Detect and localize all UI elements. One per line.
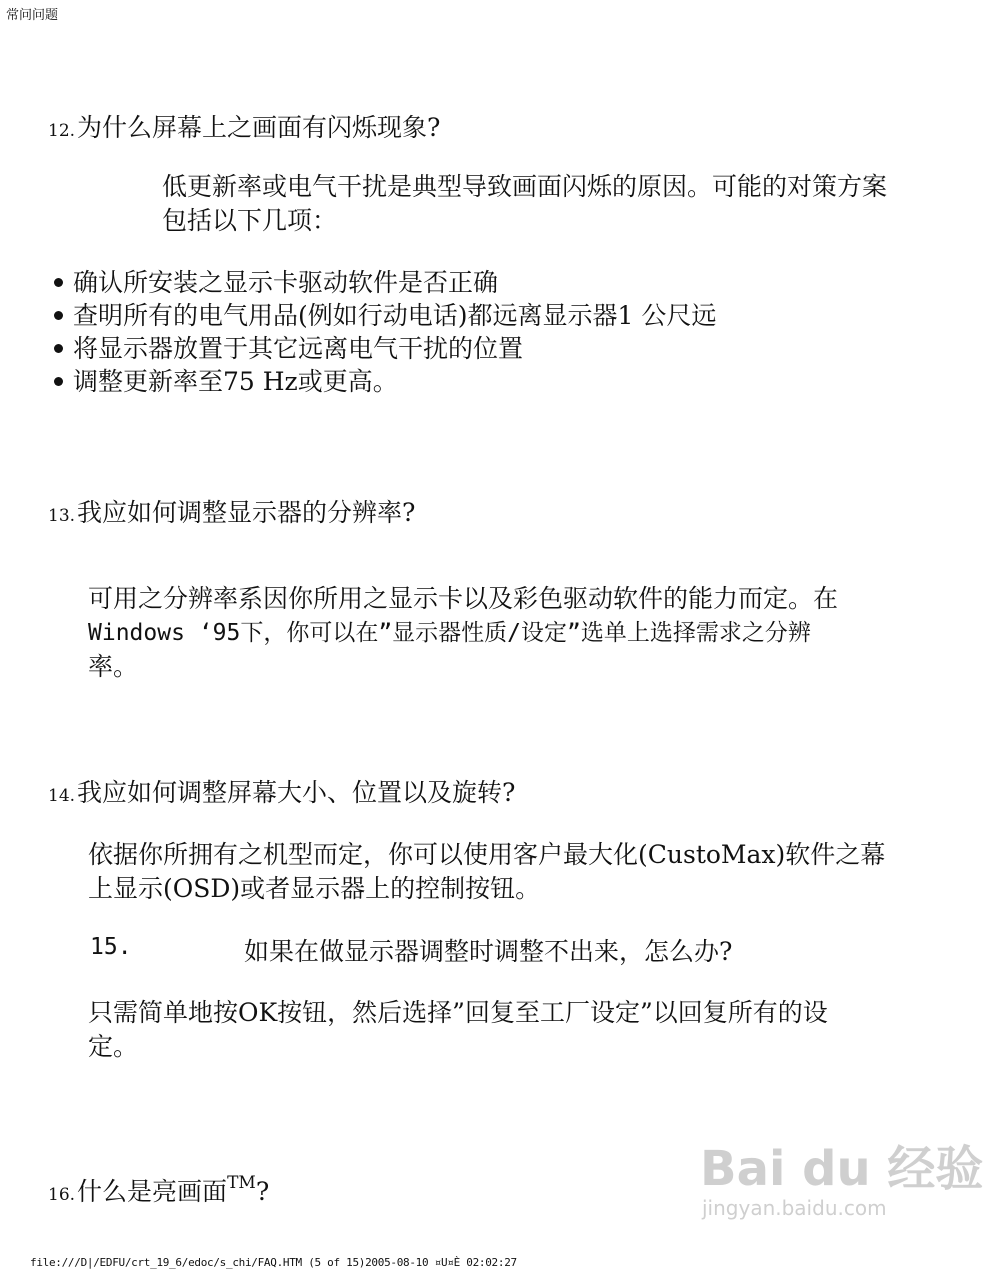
- question-number: 12.: [48, 121, 76, 141]
- bullet-icon: [54, 377, 63, 386]
- bullet-icon: [54, 278, 63, 287]
- answer-line: 可用之分辨率系因你所用之显示卡以及彩色驱动软件的能力而定。在: [88, 584, 839, 613]
- answer-line: 率。: [88, 652, 139, 681]
- bullet-list-12: [54, 266, 716, 398]
- answer-line: 低更新率或电气干扰是典型导致画面闪烁的原因。可能的对策方案: [162, 172, 888, 201]
- answer-line: 只需简单地按OK按钮，然后选择”回复至工厂设定”以回复所有的设: [88, 998, 828, 1027]
- watermark-brand: Bai du 经验: [700, 1141, 984, 1197]
- question-13: [48, 493, 415, 529]
- trademark-mark: TM: [227, 1173, 256, 1193]
- question-14: [48, 773, 515, 809]
- baidu-watermark: [700, 1130, 984, 1220]
- page-header: 常问问题: [6, 8, 59, 23]
- answer-line: 包括以下几项：: [162, 206, 338, 235]
- page-footer: file:///D|/EDFU/crt_19_6/edoc/s_chi/FAQ.HTM (5 of 15)2005-08-10 ¤U¤È 02:02:27: [30, 1256, 517, 1269]
- question-number: 14.: [48, 786, 76, 806]
- answer-line: 定。: [88, 1032, 139, 1061]
- question-text: 为什么屏幕上之画面有闪烁现象?: [77, 113, 441, 142]
- bullet-icon: [54, 344, 63, 353]
- list-item: 确认所安装之显示卡驱动软件是否正确: [54, 266, 716, 299]
- list-item: 调整更新率至75 Hz或更高。: [54, 365, 716, 398]
- question-mark: ?: [255, 1177, 270, 1206]
- answer-14: [88, 838, 968, 906]
- question-15-number: 15.: [90, 934, 132, 960]
- question-number: 16.: [48, 1185, 76, 1205]
- question-12: [48, 108, 440, 144]
- question-number: 13.: [48, 506, 76, 526]
- question-text: 我应如何调整显示器的分辨率?: [77, 498, 416, 527]
- bullet-icon: [54, 311, 63, 320]
- question-16: [48, 1172, 269, 1208]
- question-15: 如果在做显示器调整时调整不出来，怎么办?: [244, 937, 733, 966]
- answer-line: 依据你所拥有之机型而定，你可以使用客户最大化(CustoMax)软件之幕: [88, 840, 886, 869]
- answer-13: [88, 582, 968, 684]
- answer-12: [162, 170, 962, 238]
- answer-line: 上显示(OSD)或者显示器上的控制按钮。: [88, 874, 541, 903]
- answer-15: [88, 996, 968, 1064]
- question-text: 什么是亮画面: [77, 1177, 228, 1206]
- answer-line: Windows ‘95下，你可以在”显示器性质/设定”选单上选择需求之分辨: [88, 620, 811, 646]
- list-item: 查明所有的电气用品(例如行动电话)都远离显示器1 公尺远: [54, 299, 716, 332]
- list-item: 将显示器放置于其它远离电气干扰的位置: [54, 332, 716, 365]
- watermark-site: jingyan.baidu.com: [702, 1196, 887, 1220]
- question-text: 我应如何调整屏幕大小、位置以及旋转?: [77, 778, 516, 807]
